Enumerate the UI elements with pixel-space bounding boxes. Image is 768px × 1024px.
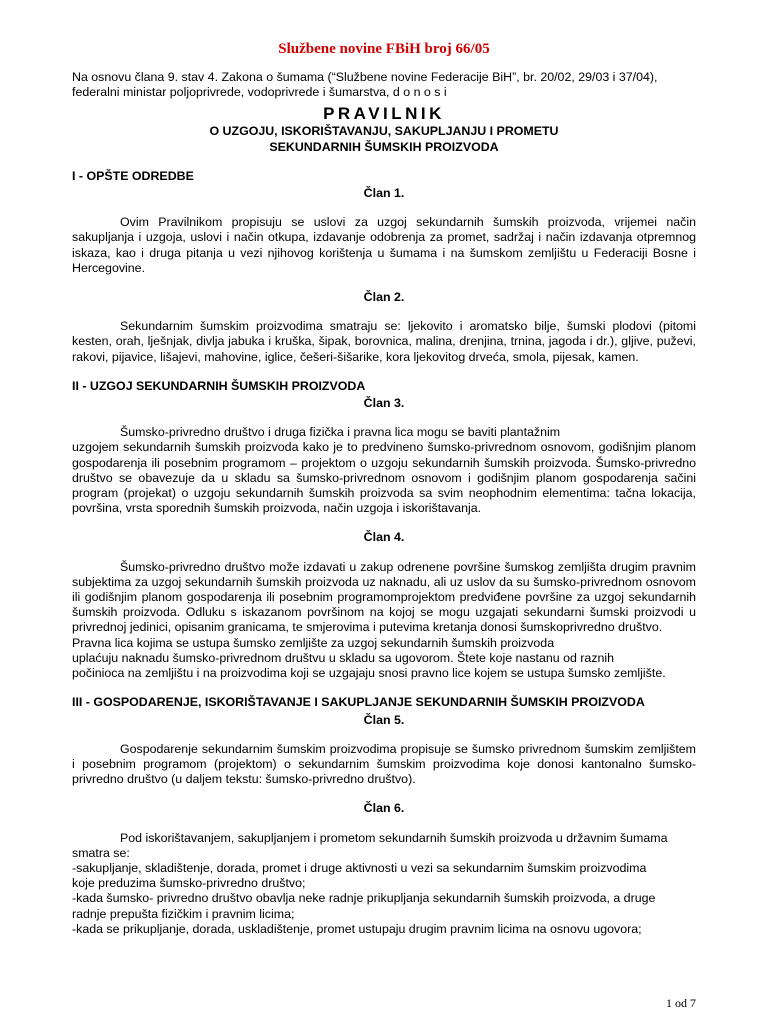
article-6-item-3: -kada se prikupljanje, dorada, uskladištenje, promet ustupaju drugim pravnim licima na osnovu ugovora; [72, 921, 642, 936]
article-3-text: uzgojem sekundarnih šumskih proizvoda kako je to predvineno šumsko-privrednom osnovom, godišnjim planom gospodarenja ili posebnim programom – projektom o uzgoju sekundarnih šumskih proizvoda. Šumsko-privredno društvo se obavezuje da u skladu sa šumsko-privrednom osnovom i godišnjim planom gospodarenja sačini program (projekat) o uzgoju sekundarnih šumskih proizvoda sa svim neophodnim elementima: tačna lokacija, površina, vrsta sporednih šumskih proizvoda, način uzgoja i iskorištavanja. [72, 440, 696, 516]
section-heading-1: I - OPŠTE ODREDBE [72, 168, 194, 183]
article-3-first-line: Šumsko-privredno društvo i druga fizička i pravna lica mogu se baviti plantažnim [120, 425, 561, 440]
article-5-text: Gospodarenje sekundarnim šumskim proizvodima propisuje se šumsko privrednom šumskim zemljištem i posebnim programom (projektom) o sekundarnim šumskim proizvodima koje donosi kantonalno šumsko-privredno društvo (u daljem tekstu: šumsko-privredno društvo). [72, 741, 696, 787]
document-subtitle-line-2: SEKUNDARNIH ŠUMSKIH PROIZVODA [269, 139, 499, 154]
article-heading-2: Član 2. [363, 290, 405, 305]
article-4-line-b: uplaćuju naknadu šumsko-privrednom društvu u skladu sa ugovorom. Štete koje nastanu od raznih [72, 650, 615, 665]
article-2-text: Sekundarnim šumskim proizvodima smatraju se: ljekovito i aromatsko bilje, šumski plodovi (pitomi kesten, orah, lješnjak, divlja jabuka i kruška, šipak, borovnica, malina, drenjina, trnina, jagoda i dr.), gljive, puževi, rakovi, pijavice, lišajevi, mahovine, iglice, češeri-šišarike, kora ljekovitog drveća, smola, pijesak, kamen. [72, 319, 696, 364]
document-page [72, 36, 696, 937]
article-6-item-1a: -sakupljanje, skladištenje, dorada, promet i druge aktivnosti u vezi sa sekundarnim šumskim proizvodima [72, 860, 647, 875]
gazette-header: Službene novine FBiH broj 66/05 [278, 41, 490, 57]
document-title: PRAVILNIK [323, 104, 445, 124]
article-6-item-1b: koje preduzima šumsko-privredno društvo; [72, 876, 306, 891]
article-heading-3: Član 3. [363, 396, 405, 411]
article-heading-4: Član 4. [363, 530, 405, 545]
document-subtitle-line-1: O UZGOJU, ISKORIŠTAVANJU, SAKUPLJANJU I PROMETU [209, 124, 559, 139]
article-6-item-2b: radnje prepušta fizičkim i pravnim licima; [72, 906, 295, 921]
section-heading-3: III - GOSPODARENJE, ISKORIŠTAVANJE I SAKUPLJANJE SEKUNDARNIH ŠUMSKIH PROIZVODA [72, 695, 645, 710]
article-4-text: Šumsko-privredno društvo može izdavati u zakup odrenene površine šumskog zemljišta drugim pravnim subjektima za uzgoj sekundarnih šumskih proizvoda uz naknadu, ali uz uslov da su šumsko-privrednom osnovom ili godišnjim planom gospodarenja ili posebnim programomprojektom predviđene površine za uzgoj sekundarnih šumskih proizvoda. Odluku s iskazanom površinom na kojoj se mogu uzgajati sekundarni šumski proizvodi u privrednoj jedinici, opisanim granicama, te smjerovima i putevima kretanja donosi šumskoprivredno društvo. [72, 559, 696, 635]
intro-paragraph: Na osnovu člana 9. stav 4. Zakona o šumama (“Službene novine Federacije BiH”, br. 20/02, 29/03 i 37/04), federalni ministar poljoprivrede, vodoprivrede i šumarstva, d o n o s i [72, 70, 658, 100]
article-6-line-1: Pod iskorištavanjem, sakupljanjem i prometom sekundarnih šumskih proizvoda u državnim šumama [120, 830, 668, 845]
section-heading-2: II - UZGOJ SEKUNDARNIH ŠUMSKIH PROIZVODA [72, 378, 366, 393]
article-1-text: Ovim Pravilnikom propisuju se uslovi za uzgoj sekundarnih šumskih proizvoda, vrijemei način sakupljanja i uzgoja, uslovi i način otkupa, izdavanje odobrenja za promet, sadržaj i način izdavanja otpremnog iskaza, kao i druga pitanja u vezi njihovog korištenja u šumama i na šumskom zemljištu u Federaciji Bosne i Hercegovine. [72, 215, 696, 275]
article-heading-1: Član 1. [363, 186, 405, 201]
page-number: 1 od 7 [666, 996, 696, 1010]
article-6-line-2: smatra se: [72, 845, 130, 860]
article-4-line-c: počinioca na zemljištu i na proizvodima koji se uzgajaju snosi pravno lice kojem se ustupa šumsko zemljište. [72, 666, 666, 681]
article-heading-5: Član 5. [363, 712, 405, 727]
article-4-line-a: Pravna lica kojima se ustupa šumsko zemljište za uzgoj sekundarnih šumskih proizvoda [72, 635, 555, 650]
article-6-item-2a: -kada šumsko- privredno društvo obavlja neke radnje prikupljanja sekundarnih šumskih proizvoda, a druge [72, 891, 656, 906]
article-heading-6: Član 6. [363, 801, 405, 816]
